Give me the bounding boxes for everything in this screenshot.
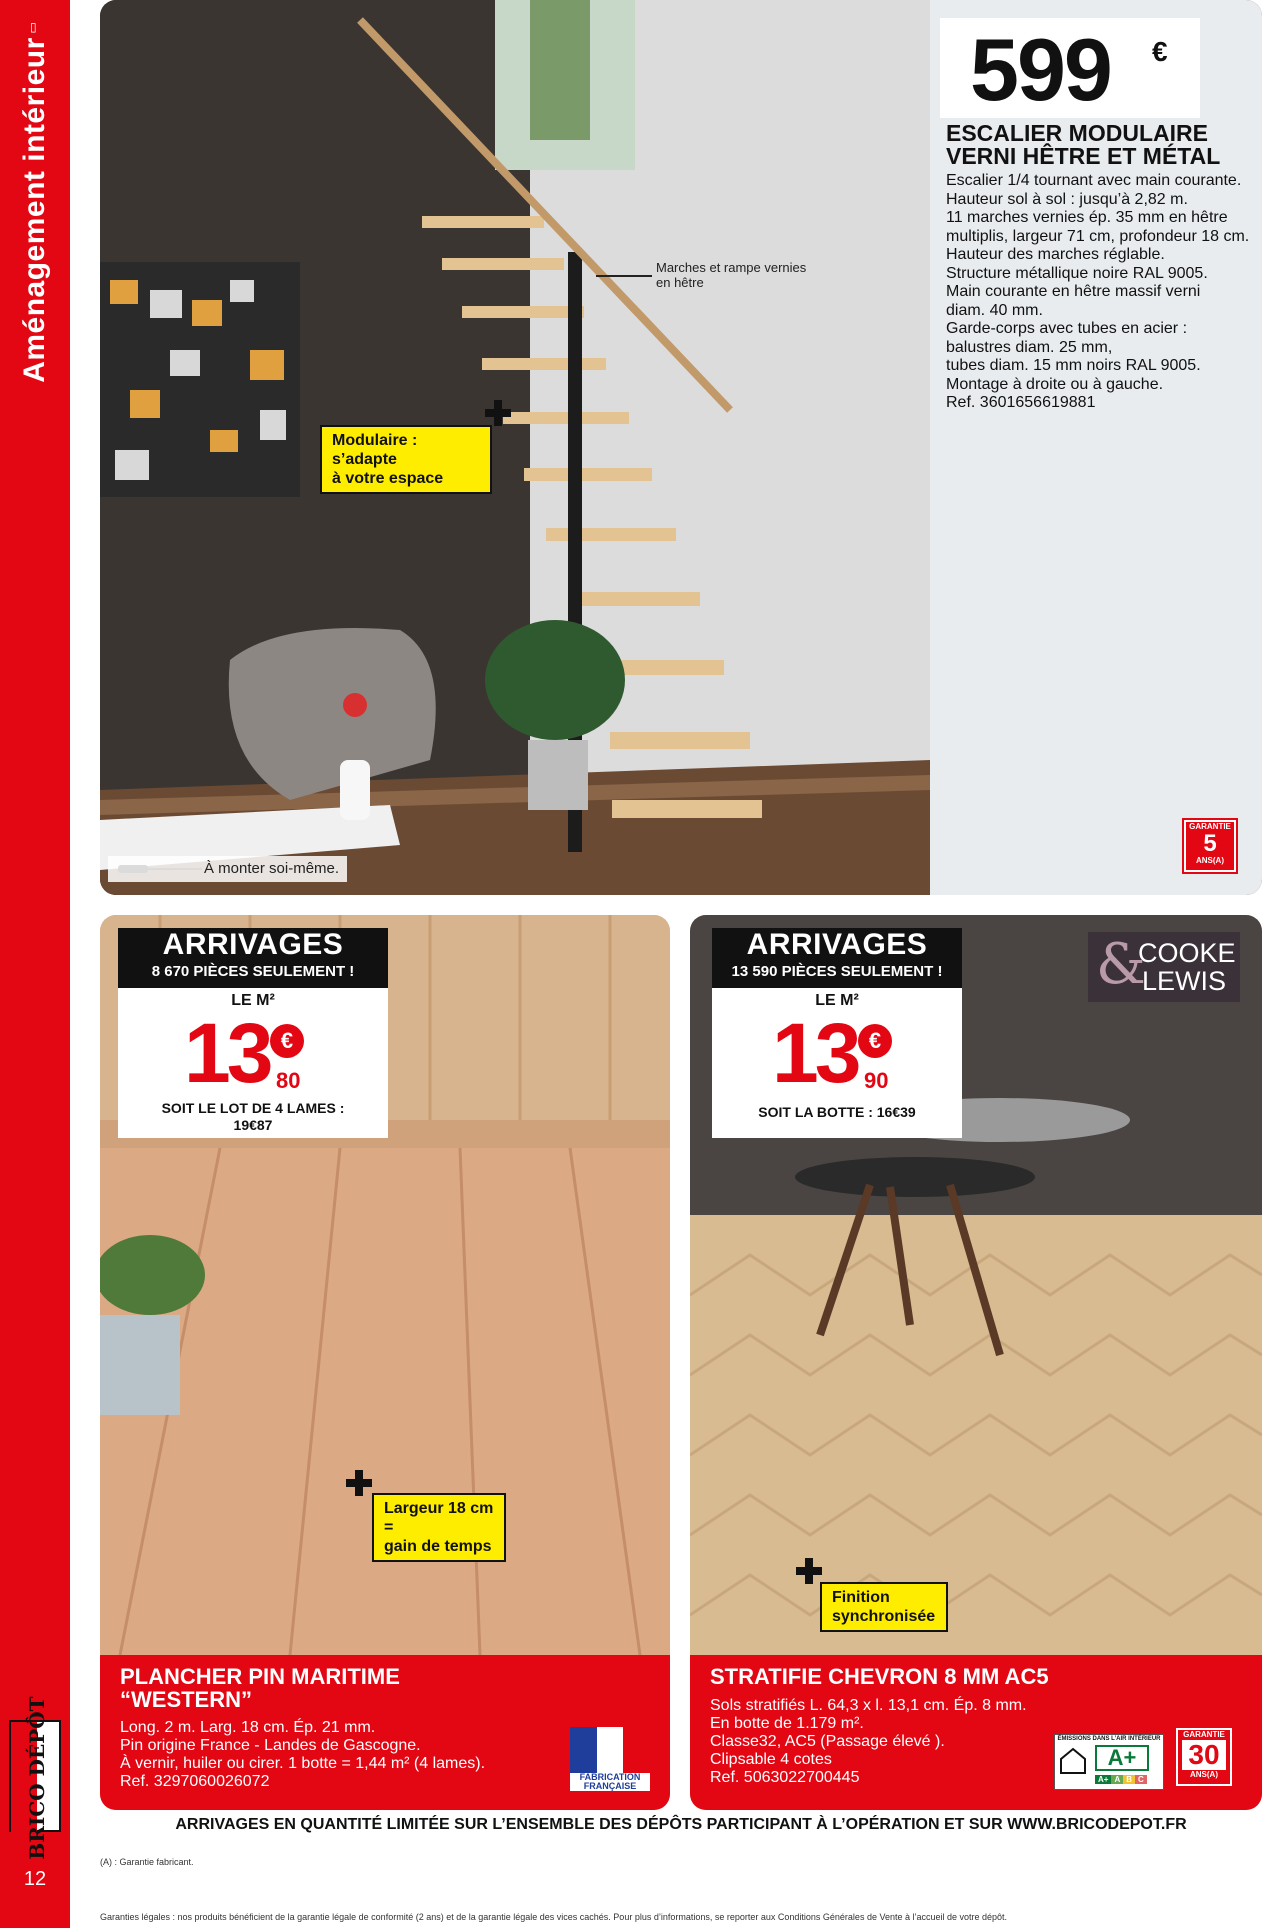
tag-line-2: synchronisée bbox=[832, 1608, 936, 1625]
desc-line: Clipsable 4 cotes bbox=[710, 1751, 832, 1768]
desc-line: tubes diam. 15 mm noirs RAL 9005. bbox=[946, 357, 1201, 374]
guarantee-years: 30 bbox=[1182, 1740, 1226, 1770]
tag-line-1: Modulaire : s’adapte bbox=[332, 432, 418, 468]
availability-banner: ARRIVAGES EN QUANTITÉ LIMITÉE SUR L’ENSEMBLE DES DÉPÔTS PARTICIPANT À L’OPÉRATION ET SUR WWW.BRICODEPOT.FR bbox=[175, 1816, 1187, 1833]
scale-b: B bbox=[1123, 1775, 1135, 1784]
desc-line: balustres diam. 25 mm, bbox=[946, 338, 1113, 356]
hero-description bbox=[946, 172, 1256, 413]
callout-line-1: Marches et rampe vernies bbox=[656, 260, 807, 275]
desc-line: Sols stratifiés L. 64,3 x l. 13,1 cm. Ép. 8 mm. bbox=[710, 1697, 1027, 1714]
steps-callout bbox=[656, 260, 806, 290]
fabrication-francaise-label bbox=[570, 1773, 650, 1791]
hero-title-line: VERNI HÊTRE ET MÉTAL bbox=[946, 143, 1221, 169]
pieces-count: 13 590 PIÈCES SEULEMENT ! bbox=[731, 963, 943, 980]
desc-line: Ref. 3297060026072 bbox=[120, 1773, 270, 1790]
price-cents: 80 bbox=[276, 1068, 301, 1093]
hero-currency: € bbox=[1152, 36, 1168, 67]
brico-depot-logo[interactable] bbox=[9, 1696, 61, 1860]
tag-line-2: à votre espace bbox=[332, 470, 444, 487]
lot-line-2: 19€87 bbox=[233, 1117, 273, 1133]
flag-label-line-2: FRANÇAISE bbox=[583, 1781, 637, 1791]
lot-line-1: SOIT LE LOT DE 4 LAMES : bbox=[161, 1100, 345, 1116]
desc-line: Ref. 5063022700445 bbox=[710, 1769, 860, 1786]
guarantee-years: 5 bbox=[1203, 830, 1217, 857]
desc-line: Structure métallique noire RAL 9005. bbox=[946, 264, 1208, 282]
desc-line: Montage à droite ou à gauche. bbox=[946, 375, 1164, 393]
unit-label: LE M² bbox=[815, 992, 859, 1009]
brand-ampersand: & bbox=[1096, 932, 1146, 997]
tag-line-1: Finition bbox=[832, 1589, 890, 1606]
flag-label-line-1: FABRICATION bbox=[579, 1772, 641, 1782]
scale-c: C bbox=[1135, 1775, 1147, 1784]
brand-line-1: COOKE bbox=[1138, 938, 1236, 968]
desc-line: Hauteur sol à sol : jusqu’à 2,82 m. bbox=[946, 190, 1188, 208]
indoor-emission-label bbox=[1054, 1734, 1164, 1790]
hero-price: 599 bbox=[970, 20, 1111, 119]
arrivages-header bbox=[712, 928, 962, 988]
unit-label: LE M² bbox=[231, 992, 275, 1009]
emission-scale bbox=[1095, 1775, 1147, 1784]
stratifie-title: STRATIFIE CHEVRON 8 MM AC5 bbox=[710, 1664, 1049, 1689]
arrivages-title: ARRIVAGES bbox=[162, 928, 344, 961]
finition-tag bbox=[820, 1582, 948, 1632]
price-integer: 13 bbox=[184, 1006, 270, 1100]
plancher-title bbox=[120, 1665, 400, 1711]
scale-a: A bbox=[1111, 1775, 1123, 1784]
desc-line: diam. 40 mm. bbox=[946, 301, 1043, 319]
price-integer: 13 bbox=[772, 1006, 858, 1100]
hero-title-line: ESCALIER MODULAIRE bbox=[946, 120, 1208, 146]
diy-label: À monter soi-même. bbox=[108, 856, 347, 882]
house-icon bbox=[1059, 1747, 1087, 1775]
plus-icon bbox=[485, 400, 511, 426]
decor-mark-icon: ▯ bbox=[30, 20, 37, 34]
currency-symbol: € bbox=[270, 1024, 304, 1058]
page-number: 12 bbox=[23, 1868, 47, 1890]
legal-notice: Garanties légales : nos produits bénéficient de la garantie légale de conformité (2 ans) et de la garantie légale des vices cachés. Pour plus d’informations, se reporter aux Conditions Générales de Vente à l’accueil de votre dépôt. bbox=[100, 1912, 1008, 1922]
width-tag bbox=[372, 1493, 506, 1562]
plus-icon bbox=[346, 1470, 372, 1496]
desc-line: En botte de 1.179 m². bbox=[710, 1715, 864, 1732]
lot-price bbox=[118, 1100, 388, 1134]
title-line-2: “WESTERN” bbox=[120, 1687, 252, 1712]
desc-line: 11 marches vernies ép. 35 mm en hêtre bbox=[946, 209, 1228, 226]
currency-symbol: € bbox=[858, 1024, 892, 1058]
guarantee-badge-5 bbox=[1184, 820, 1236, 872]
modular-tag bbox=[320, 425, 492, 494]
plus-icon bbox=[796, 1558, 822, 1584]
emission-grade: A+ bbox=[1095, 1745, 1149, 1771]
stratifie-description bbox=[710, 1697, 1027, 1787]
section-title: Aménagement intérieur bbox=[18, 37, 51, 383]
pieces-count: 8 670 PIÈCES SEULEMENT ! bbox=[151, 963, 355, 980]
desc-line: À vernir, huiler ou cirer. 1 botte = 1,44 m² (4 lames). bbox=[120, 1755, 486, 1772]
arrivages-title: ARRIVAGES bbox=[746, 928, 928, 961]
guarantee-label: GARANTIE bbox=[1189, 822, 1231, 831]
tag-line-1: Largeur 18 cm = bbox=[384, 1500, 494, 1536]
plancher-price-card bbox=[118, 928, 388, 1138]
callout-line-2: en hêtre bbox=[656, 275, 704, 290]
desc-line: Hauteur des marches réglable. bbox=[946, 246, 1165, 263]
emission-title: ÉMISSIONS DANS L’AIR INTÉRIEUR bbox=[1057, 1736, 1161, 1742]
desc-line: Ref. 3601656619881 bbox=[946, 394, 1096, 411]
title-line-1: PLANCHER PIN MARITIME bbox=[120, 1664, 400, 1689]
hero-title bbox=[946, 122, 1246, 168]
cooke-lewis-logo[interactable] bbox=[1088, 932, 1240, 1002]
callout-pointer bbox=[596, 275, 652, 277]
guarantee-badge-30 bbox=[1176, 1728, 1232, 1786]
stratifie-price-card bbox=[712, 928, 962, 1138]
desc-line: Pin origine France - Landes de Gascogne. bbox=[120, 1737, 421, 1754]
desc-line: Garde-corps avec tubes en acier : bbox=[946, 320, 1188, 337]
desc-line: Escalier 1/4 tournant avec main courante. bbox=[946, 172, 1242, 189]
desc-line: Main courante en hêtre massif verni bbox=[946, 283, 1201, 300]
guarantee-unit: ANS(A) bbox=[1196, 856, 1224, 865]
guarantee-label: GARANTIE bbox=[1183, 1730, 1225, 1739]
footnote: (A) : Garantie fabricant. bbox=[100, 1857, 194, 1867]
arrivages-header bbox=[118, 928, 388, 988]
logo-line-2: DÉPÔT bbox=[25, 1696, 49, 1777]
plancher-description bbox=[120, 1719, 485, 1791]
price-cents: 90 bbox=[864, 1068, 889, 1093]
guarantee-unit: ANS(A) bbox=[1190, 1770, 1218, 1779]
tag-line-2: gain de temps bbox=[384, 1538, 492, 1555]
desc-line: multiplis, largeur 71 cm, profondeur 18 cm. bbox=[946, 227, 1250, 245]
logo-text bbox=[25, 1696, 49, 1859]
desc-line: Long. 2 m. Larg. 18 cm. Ép. 21 mm. bbox=[120, 1719, 376, 1736]
scale-a-plus: A+ bbox=[1095, 1775, 1111, 1784]
botte-price: SOIT LA BOTTE : 16€39 bbox=[758, 1104, 916, 1120]
logo-line-1: BRICO bbox=[25, 1783, 49, 1860]
brand-line-2: LEWIS bbox=[1142, 966, 1227, 996]
desc-line: Classe32, AC5 (Passage élevé ). bbox=[710, 1733, 945, 1750]
